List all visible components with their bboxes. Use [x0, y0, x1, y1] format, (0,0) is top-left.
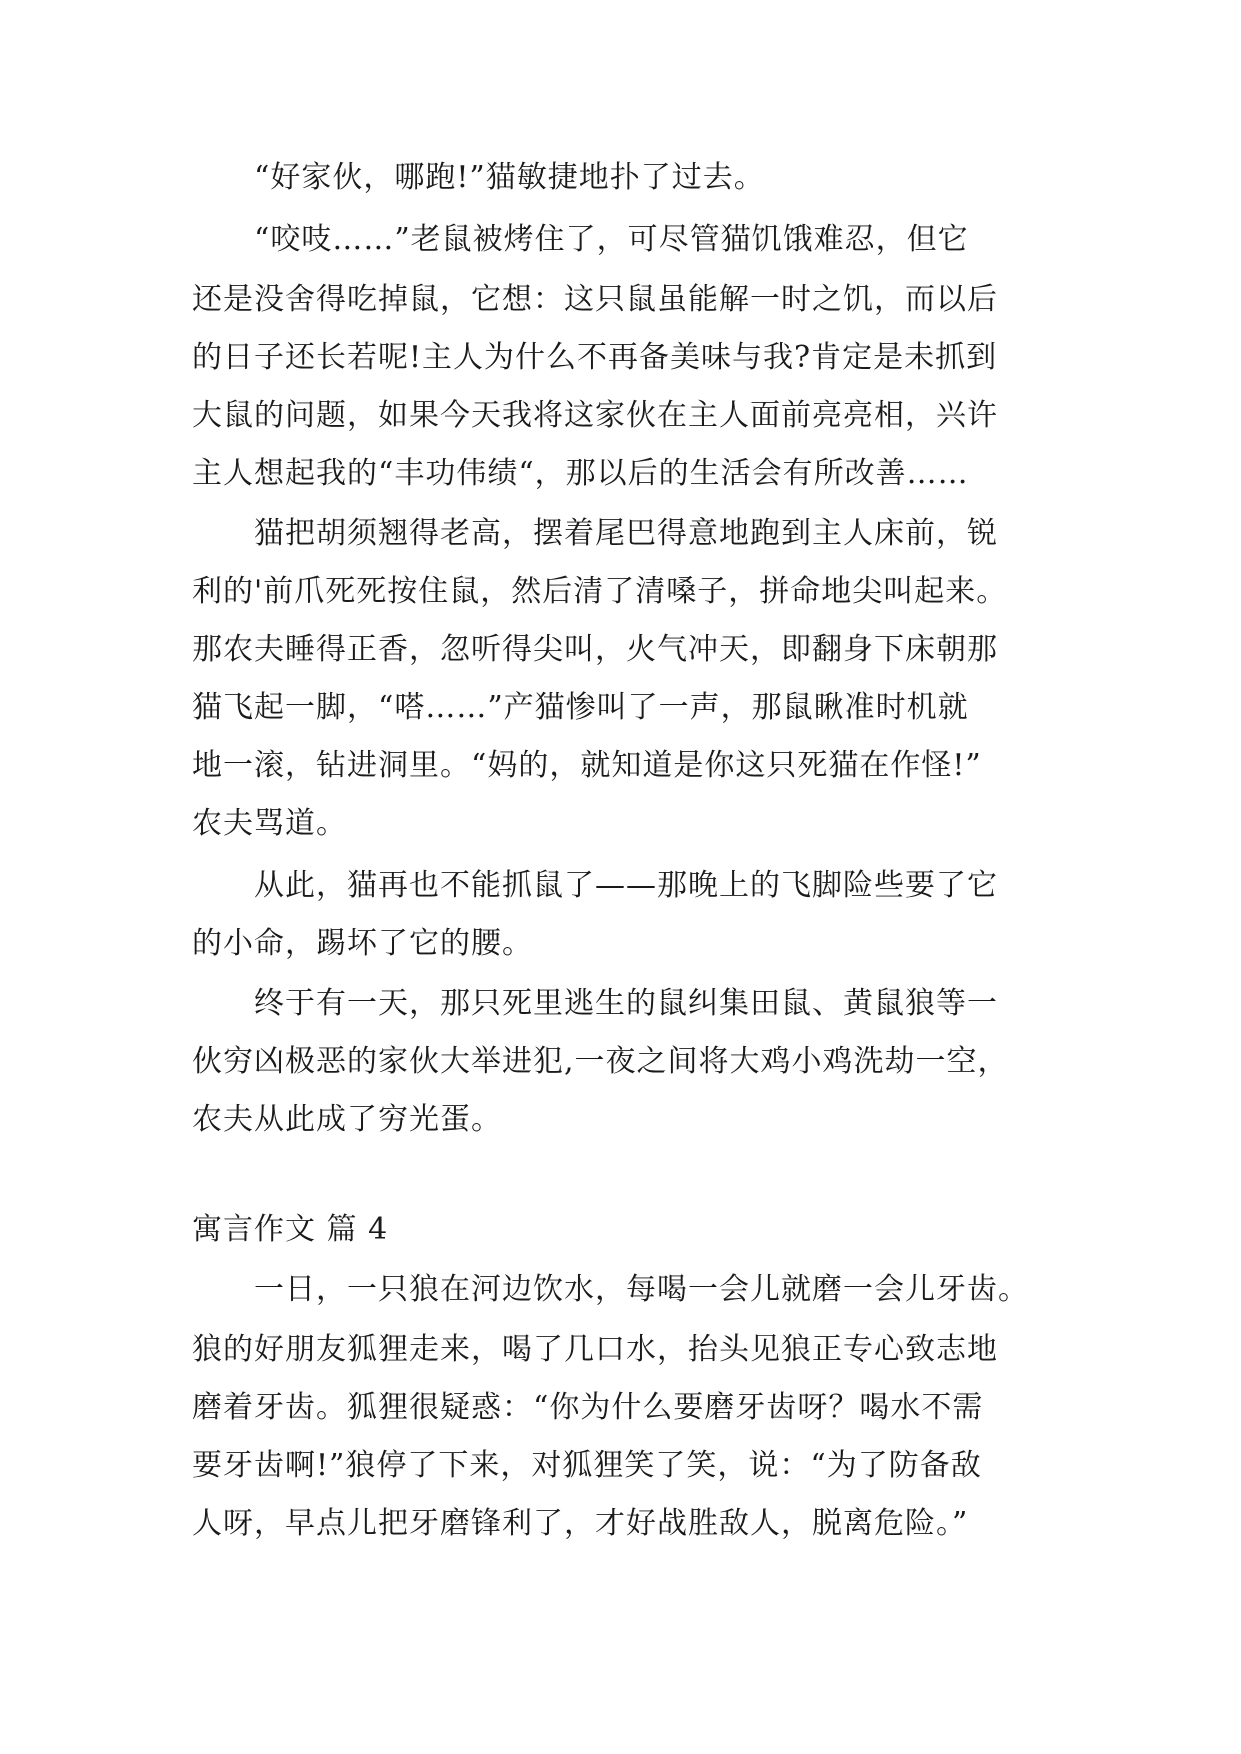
paragraph-line: 狼的好朋友狐狸走来，喝了几口水，抬头见狼正专心致志地	[192, 1332, 998, 1367]
paragraph-line: 地一滚，钻进洞里。“妈的，就知道是你这只死猫在作怪!”	[192, 748, 982, 783]
paragraph-line: 人呀，早点儿把牙磨锋利了，才好战胜敌人，脱离危险。”	[192, 1506, 969, 1541]
paragraph-line: 要牙齿啊!”狼停了下来，对狐狸笑了笑，说：“为了防备敌	[192, 1448, 982, 1483]
paragraph-line: 的日子还长若呢!主人为什么不再备美味与我?肯定是未抓到	[192, 340, 998, 375]
paragraph-line: 那农夫睡得正香，忽听得尖叫，火气冲天，即翻身下床朝那	[192, 632, 998, 667]
paragraph-line: “好家伙，哪跑!”猫敏捷地扑了过去。	[254, 160, 765, 195]
paragraph-line: 终于有一天，那只死里逃生的鼠纠集田鼠、黄鼠狼等一	[254, 986, 998, 1021]
paragraph-line: 农夫从此成了穷光蛋。	[192, 1102, 502, 1137]
paragraph-line: 一日，一只狼在河边饮水，每喝一会儿就磨一会儿牙齿。	[254, 1272, 1029, 1307]
section-heading: 寓言作文 篇 4	[192, 1212, 389, 1247]
paragraph-line: “咬吱……”老鼠被烤住了，可尽管猫饥饿难忍，但它	[254, 222, 969, 257]
paragraph-line: 还是没舍得吃掉鼠，它想：这只鼠虽能解一时之饥，而以后	[192, 282, 998, 317]
paragraph-line: 主人想起我的“丰功伟绩“，那以后的生活会有所改善……	[192, 456, 969, 491]
paragraph-line: 农夫骂道。	[192, 806, 347, 841]
paragraph-line: 利的'前爪死死按住鼠，然后清了清嗓子，拼命地尖叫起来。	[192, 574, 1008, 609]
paragraph-line: 的小命，踢坏了它的腰。	[192, 926, 533, 961]
paragraph-line: 磨着牙齿。狐狸很疑惑：“你为什么要磨牙齿呀？喝水不需	[192, 1390, 984, 1425]
paragraph-line: 猫把胡须翘得老高，摆着尾巴得意地跑到主人床前，锐	[254, 516, 998, 551]
paragraph-line: 伙穷凶极恶的家伙大举进犯,一夜之间将大鸡小鸡洗劫一空，	[192, 1044, 1009, 1079]
paragraph-line: 大鼠的问题，如果今天我将这家伙在主人面前亮亮相，兴许	[192, 398, 998, 433]
paragraph-line: 从此，猫再也不能抓鼠了——那晚上的飞脚险些要了它	[254, 868, 998, 903]
paragraph-line: 猫飞起一脚，“嗒……”产猫惨叫了一声，那鼠瞅准时机就	[192, 690, 969, 725]
